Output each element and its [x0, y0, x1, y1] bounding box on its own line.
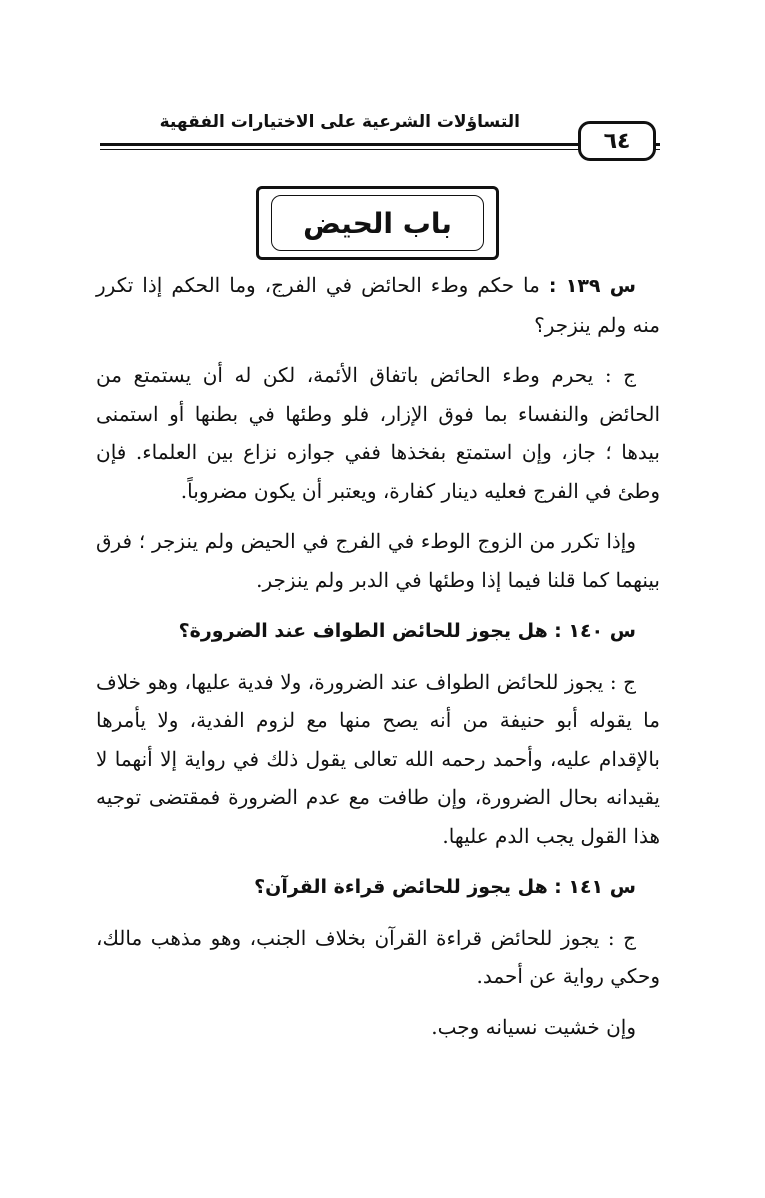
answer-text: يحرم وطء الحائض باتفاق الأئمة، لكن له أن يستمتع من الحائض والنفساء بما فوق الإزار، فلو وطئها في بطنها أو استمنى بيدها ؛ جاز، وإن استمتع بفخذها ففي جوازه نزاع بين العلماء. فإن وطئ في الفرج فعليه دينار كفارة، ويعتبر أن يكون مضروباً.	[96, 363, 660, 503]
paragraph-text: وإن خشيت نسيانه وجب.	[431, 1014, 636, 1039]
answer-label: ج :	[607, 925, 637, 950]
paragraph-continuation	[96, 1008, 660, 1047]
header-rule-thick	[100, 143, 660, 146]
question-text: هل يجوز للحائض قراءة القرآن؟	[254, 876, 548, 898]
chapter-title-inner-frame	[271, 195, 484, 251]
question-text: هل يجوز للحائض الطواف عند الضرورة؟	[178, 620, 548, 642]
book-title: التساؤلات الشرعية على الاختيارات الفقهية	[159, 112, 520, 132]
header-rule-thin	[100, 149, 660, 150]
page-body	[96, 266, 660, 1058]
question-text: ما حكم وطء الحائض في الفرج، وما الحكم إذا تكرر منه ولم ينزجر؟	[96, 273, 660, 337]
chapter-title: باب الحيض	[303, 206, 452, 240]
chapter-title-frame	[256, 186, 499, 260]
page-number: ٦٤	[578, 121, 656, 161]
answer-label: ج :	[604, 363, 636, 387]
question-label: س ١٤٠ :	[554, 620, 636, 642]
answer-141	[96, 919, 660, 996]
answer-text: يجوز للحائض الطواف عند الضرورة، ولا فدية عليها، وهو خلاف ما يقوله أبو حنيفة من أنه يصح منها مع لزوم الفدية، ولا يأمرها بالإقدام عليه، وأحمد رحمه الله تعالى يقول ذلك في رواية إلا أنهما لا يقيدانه بحال الضرورة، وإن طافت مع عدم الضرورة فمقتضى توجيه هذا القول يجب الدم عليها.	[96, 669, 660, 848]
answer-label: ج :	[609, 669, 636, 694]
question-140	[96, 611, 660, 651]
question-141	[96, 867, 660, 907]
answer-text: يجوز للحائض قراءة القرآن بخلاف الجنب، وهو مذهب مالك، وحكي رواية عن أحمد.	[96, 925, 660, 988]
answer-140	[96, 663, 660, 856]
question-139	[96, 266, 660, 344]
question-label: س ١٤١ :	[554, 876, 636, 898]
paragraph-continuation	[96, 522, 660, 599]
paragraph-text: وإذا تكرر من الزوج الوطء في الفرج في الحيض ولم ينزجر ؛ فرق بينهما كما قلنا فيما إذا وطئها في الدبر ولم ينزجر.	[96, 529, 660, 592]
answer-139	[96, 356, 660, 510]
question-label: س ١٣٩ :	[548, 275, 636, 297]
